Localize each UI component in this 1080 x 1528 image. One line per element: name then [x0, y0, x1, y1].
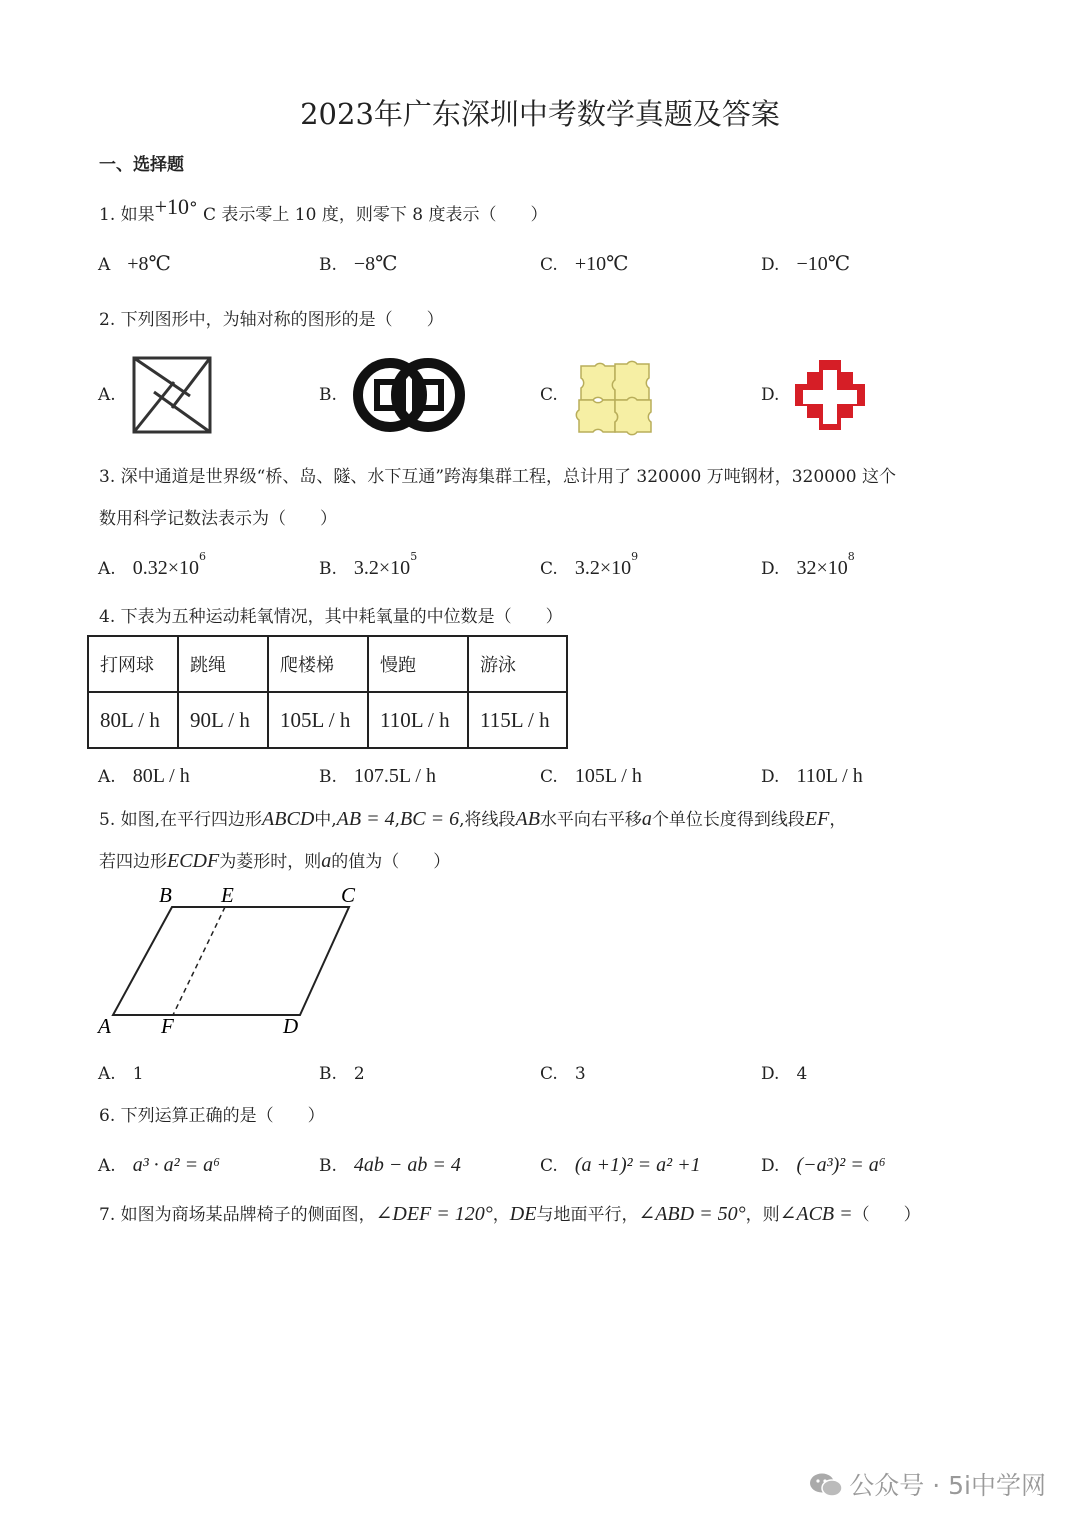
question-text: ， [492, 1205, 510, 1225]
point-label-d: D [283, 1014, 299, 1038]
table-cell: 115L / h [468, 692, 567, 748]
option-value: 107.5L / h [353, 765, 436, 787]
option-value: 1 [132, 1064, 144, 1084]
option-c[interactable] [540, 1151, 701, 1177]
option-exponent: 6 [198, 550, 206, 563]
option-value: 32×10 [796, 557, 848, 579]
linked-coins-icon[interactable] [352, 355, 466, 435]
option-value: (−a³)² = a⁶ [796, 1154, 886, 1176]
option-label: A [98, 255, 111, 275]
question-number: 2. [99, 310, 116, 330]
option-value: 105L / h [574, 765, 642, 787]
option-a[interactable] [98, 250, 171, 276]
question-number: 5. [99, 810, 116, 830]
wechat-icon [809, 1472, 843, 1498]
question-text: 下列图形中，为轴对称的图形的是（ ） [120, 310, 444, 330]
option-value: 3.2×10 [353, 557, 411, 579]
point-label-b: B [159, 883, 172, 907]
option-label: B. [319, 255, 337, 275]
option-exponent: 5 [410, 550, 418, 563]
option-label: C. [540, 767, 558, 787]
question-text: , [394, 810, 401, 830]
option-d-label: D. [761, 385, 780, 405]
option-value: (a +1)² = a² +1 [574, 1154, 701, 1176]
option-label: C. [540, 559, 558, 579]
option-exponent: 9 [631, 550, 639, 563]
parallelogram-figure [95, 880, 375, 1040]
option-label: A. [98, 559, 116, 579]
option-d[interactable] [761, 1059, 807, 1084]
point-label-f: F [161, 1014, 174, 1038]
option-exponent: 8 [847, 550, 855, 563]
math-expr: ∠ABD = 50° [638, 1203, 746, 1225]
point-label-e: E [221, 883, 234, 907]
question-3-line-2: 数用科学记数法表示为（ ） [99, 509, 337, 529]
table-header-row [88, 636, 567, 692]
question-text: ，则 [745, 1205, 780, 1225]
table-row [88, 692, 567, 748]
table-cell: 110L / h [368, 692, 468, 748]
option-a-label: A. [98, 385, 116, 405]
table-header-cell: 爬楼梯 [268, 636, 368, 692]
question-number: 3. [99, 467, 116, 487]
math-expr: a [641, 808, 652, 830]
option-b-label: B. [319, 385, 337, 405]
option-b[interactable] [319, 1151, 461, 1177]
math-expr: EF [804, 808, 830, 830]
question-5-line-2 [99, 847, 450, 873]
option-label: A. [98, 767, 116, 787]
point-label-c: C [341, 883, 356, 907]
oxygen-table [87, 635, 568, 749]
option-a[interactable] [98, 550, 206, 580]
question-number: 4. [99, 607, 116, 627]
temperature-expr: +10 [154, 194, 190, 219]
question-text: 水平向右平移 [539, 810, 642, 830]
option-label: B. [319, 1156, 337, 1176]
question-text: 的值为（ ） [331, 852, 451, 872]
option-label: A. [98, 1064, 116, 1084]
option-c[interactable] [540, 1059, 586, 1084]
option-c[interactable] [540, 550, 639, 580]
question-7 [99, 1200, 921, 1226]
option-a[interactable] [98, 1059, 144, 1084]
option-label: D. [761, 1064, 780, 1084]
option-value: 2 [353, 1064, 365, 1084]
option-label: B. [319, 559, 337, 579]
red-cross-emblem-icon[interactable] [793, 358, 867, 434]
option-d[interactable] [761, 762, 863, 788]
question-text: （ ） [852, 1205, 921, 1225]
option-label: C. [540, 255, 558, 275]
option-d[interactable] [761, 1151, 886, 1177]
question-text: 下表为五种运动耗氧情况，其中耗氧量的中位数是（ ） [120, 607, 563, 627]
option-b[interactable] [319, 550, 418, 580]
option-value: +8℃ [127, 253, 171, 275]
parallelogram-abcd [113, 907, 349, 1015]
question-3-line-1 [99, 462, 896, 487]
option-label: A. [98, 1156, 116, 1176]
question-text: ,将线段 [459, 810, 516, 830]
question-number: 1. [99, 205, 116, 225]
option-d[interactable] [761, 550, 855, 580]
question-number: 7. [99, 1205, 116, 1225]
table-header-cell: 打网球 [88, 636, 178, 692]
option-value: 0.32×10 [132, 557, 199, 579]
watermark [809, 1466, 1046, 1502]
table-header-cell: 慢跑 [368, 636, 468, 692]
math-expr: ECDF [167, 850, 220, 872]
option-label: D. [761, 255, 780, 275]
question-text: 如图,在平行四边形 [120, 810, 263, 830]
question-number: 6. [99, 1106, 116, 1126]
table-cell: 80L / h [88, 692, 178, 748]
question-text: 为菱形时，则 [219, 852, 322, 872]
math-expr: AB = 4 [336, 808, 395, 830]
option-c[interactable] [540, 762, 642, 788]
option-b[interactable] [319, 250, 398, 276]
option-label: D. [761, 559, 780, 579]
dashed-segment-ef [173, 907, 225, 1015]
table-cell: 105L / h [268, 692, 368, 748]
watermark-text: 公众号 · 5i中学网 [849, 1471, 1046, 1500]
question-5-line-1 [99, 805, 846, 831]
puzzle-pieces-icon[interactable] [575, 358, 657, 436]
question-4 [99, 602, 563, 627]
question-text: 个单位长度得到线段 [651, 810, 805, 830]
option-label: D. [761, 1156, 780, 1176]
option-c-label: C. [540, 385, 558, 405]
question-text: 如果 [120, 205, 155, 225]
question-1 [99, 194, 548, 226]
option-label: C. [540, 1064, 558, 1084]
option-value: a³ · a² = a⁶ [132, 1154, 221, 1176]
question-text: 深中通道是世界级“桥、岛、隧、水下互通”跨海集群工程，总计用了 320000 万吨钢材，320000 这个 [120, 467, 897, 487]
option-d[interactable] [761, 250, 850, 276]
option-b[interactable] [319, 1059, 365, 1084]
math-expr: a [321, 850, 332, 872]
question-text: 中, [314, 810, 337, 830]
question-text: ， [829, 810, 847, 830]
option-c[interactable] [540, 250, 628, 276]
section-heading: 一、选择题 [99, 155, 184, 175]
option-label: B. [319, 1064, 337, 1084]
option-value: +10℃ [574, 253, 629, 275]
math-expr: ∠DEF = 120° [375, 1203, 493, 1225]
option-value: −8℃ [353, 253, 398, 275]
option-a[interactable] [98, 762, 190, 788]
option-b[interactable] [319, 762, 436, 788]
math-expr: ∠ACB = [779, 1203, 853, 1225]
page-title: 2023年广东深圳中考数学真题及答案 [300, 97, 780, 131]
option-value: −10℃ [796, 253, 851, 275]
point-label-a: A [98, 1014, 111, 1038]
table-header-cell: 跳绳 [178, 636, 268, 692]
option-value: 110L / h [796, 765, 863, 787]
option-value: 3 [574, 1064, 586, 1084]
math-expr: AB [515, 808, 540, 830]
math-expr: ABCD [262, 808, 315, 830]
question-6 [99, 1101, 325, 1126]
pinwheel-square-icon[interactable] [132, 356, 212, 434]
option-a[interactable] [98, 1151, 220, 1177]
option-value: 80L / h [132, 765, 190, 787]
option-label: D. [761, 767, 780, 787]
option-value: 4ab − ab = 4 [353, 1154, 461, 1176]
table-cell: 90L / h [178, 692, 268, 748]
option-value: 3.2×10 [574, 557, 632, 579]
question-text: 如图为商场某品牌椅子的侧面图， [120, 1205, 376, 1225]
table-header-cell: 游泳 [468, 636, 567, 692]
question-text: 下列运算正确的是（ ） [120, 1106, 325, 1126]
question-text: 与地面平行， [536, 1205, 639, 1225]
question-text: C 表示零上 10 度，则零下 8 度表示（ ） [202, 205, 548, 225]
degree-sign: ° [189, 199, 198, 219]
question-2 [99, 305, 444, 330]
option-label: B. [319, 767, 337, 787]
math-expr: BC = 6 [400, 808, 460, 830]
option-label: C. [540, 1156, 558, 1176]
question-text: 若四边形 [99, 852, 167, 872]
math-expr: DE [509, 1203, 537, 1225]
option-value: 4 [796, 1064, 808, 1084]
